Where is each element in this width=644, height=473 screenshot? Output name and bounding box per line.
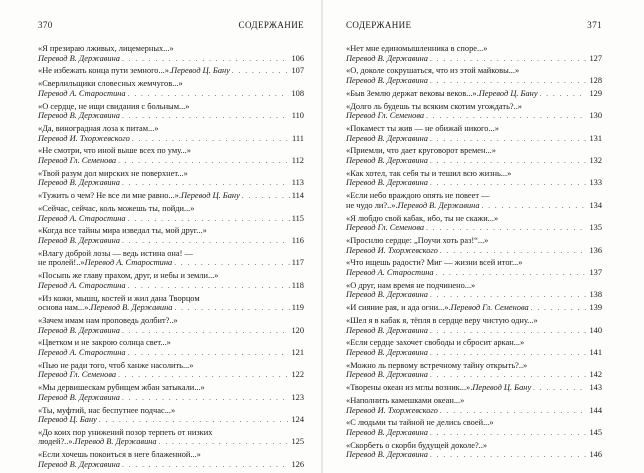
dot-leader — [540, 90, 588, 100]
toc-entry — [38, 191, 304, 202]
entry-title: «Цветком и не закрою солнца свет...» — [38, 338, 171, 348]
dot-leader — [118, 157, 290, 167]
dot-leader — [242, 192, 290, 202]
entry-line — [346, 246, 602, 257]
entry-translator: Перевод В. Державина — [346, 450, 428, 460]
entry-title: «Наполнить камешками океан...» — [346, 396, 465, 405]
entry-translator: Перевод Ц. Бану — [171, 66, 230, 76]
entry-page-number: 120 — [291, 325, 304, 335]
entry-page-number: 140 — [589, 325, 602, 335]
entry-line — [346, 290, 602, 301]
dot-leader — [159, 438, 290, 448]
entry-title: «Пью не ради того, чтоб ханже насолить...» — [38, 360, 194, 370]
entry-page-number: 126 — [291, 459, 304, 469]
entry-page-number: 143 — [589, 383, 602, 393]
entry-page-number: 112 — [291, 155, 304, 165]
entry-translator: Перевод И. Тхоржевского — [346, 405, 438, 415]
entry-page-number: 108 — [291, 88, 304, 98]
entry-translator: Перевод И. Тхоржевского — [38, 133, 130, 143]
entry-line — [38, 370, 304, 381]
entry-title: «Нет мне единомышленника в споре...» — [346, 44, 488, 53]
entry-title: «Посыпь же главу прахом, друг, и небы и земли...» — [38, 271, 219, 281]
entry-title: «Если хочешь покоиться в неге блаженной...» — [38, 450, 201, 460]
toc-entry — [38, 79, 304, 99]
running-header: СОДЕРЖАНИЕ — [238, 20, 304, 30]
entry-title: «Мы дервишескам рубищем жбан затыкали...» — [38, 383, 205, 393]
entry-title: «С людьми ты тайной не делись своей...» — [346, 418, 494, 428]
entry-line — [346, 111, 602, 122]
running-header: СОДЕРЖАНИЕ — [346, 20, 412, 30]
entry-title: «Сейчас, сейчас, коль можешь ты, пойди...» — [38, 204, 195, 214]
entry-page-number: 141 — [589, 347, 602, 357]
toc-entry — [38, 204, 304, 224]
entry-translator: Перевод Гл. Семенова — [450, 303, 529, 313]
entry-line — [346, 303, 602, 314]
dot-leader — [430, 429, 587, 439]
entry-page-number: 107 — [291, 66, 304, 76]
entry-translator: Перевод В. Державина — [397, 200, 480, 210]
entry-line — [38, 89, 304, 100]
toc-entry — [346, 236, 602, 256]
entry-page-number: 132 — [589, 155, 602, 165]
entry-title: «Когда все тайны мира изведал ты, мой друг...» — [38, 226, 207, 236]
entry-page-number: 121 — [291, 347, 304, 357]
entry-translator: Перевод А. Старостина — [38, 213, 126, 223]
toc-entry — [346, 418, 602, 438]
entry-page-number: 127 — [589, 53, 602, 63]
entry-title: «Приемли, что дает круговорот времен...» — [346, 146, 496, 156]
dot-leader — [430, 291, 587, 301]
dot-leader — [122, 237, 290, 247]
entry-translator: Перевод В. Державина — [38, 392, 120, 402]
dot-leader — [122, 461, 289, 471]
toc-entry — [38, 428, 304, 448]
toc-entry — [38, 44, 304, 64]
dot-leader — [128, 90, 290, 100]
entry-page-number: 139 — [589, 303, 602, 313]
dot-leader — [482, 202, 588, 212]
toc-entry — [38, 338, 304, 358]
entry-title: «Если сердце захочет свободы и сбросит аркан...» — [346, 338, 525, 348]
toc-entry — [38, 406, 304, 426]
entry-line — [38, 66, 304, 77]
entry-line — [38, 214, 304, 225]
dot-leader — [122, 327, 289, 337]
entry-line — [38, 393, 304, 404]
entry-page-number: 114 — [291, 191, 304, 201]
entry-title: «Быв Землю держат вековы веков...». — [346, 88, 479, 98]
entry-translator: Перевод В. Державина — [38, 459, 120, 469]
entry-translator: Перевод Гл. Семенова — [346, 111, 425, 121]
entry-page-number: 111 — [292, 133, 304, 143]
dot-leader — [426, 112, 587, 122]
entry-line — [346, 268, 602, 279]
toc-entry — [38, 146, 304, 166]
page-number: 371 — [587, 20, 602, 30]
entry-title: «Не смотри, что иной выше всех по уму...» — [38, 146, 191, 156]
dot-leader — [128, 349, 290, 359]
entry-translator: Перевод В. Державина — [346, 370, 428, 380]
toc-entry — [38, 450, 304, 470]
entry-translator: Перевод Ц. Бану — [38, 415, 97, 425]
entry-translator: Перевод В. Державина — [74, 437, 157, 447]
entry-line — [346, 76, 602, 87]
entry-title: «Из кожи, мышц, костей и жил дана Творцом — [38, 293, 200, 303]
entry-page-number: 125 — [291, 437, 304, 447]
entry-title: «Шел я в кабак я, тёпля в сердце веру чистую одну...» — [346, 315, 538, 325]
entry-page-number: 117 — [291, 258, 304, 268]
entry-page-number: 145 — [589, 427, 602, 437]
entry-line — [38, 437, 304, 448]
entry-title: «Как хотел, так себя ты и тешил всю жизнь...» — [346, 168, 512, 178]
entry-translator: Перевод В. Державина — [38, 178, 120, 188]
entry-line — [346, 134, 602, 145]
entry-title: не чудо ли?..». — [346, 200, 398, 210]
entry-title: основа нам...». — [38, 303, 91, 313]
entry-line — [346, 89, 602, 100]
entry-line — [38, 415, 304, 426]
entry-page-number: 106 — [291, 53, 304, 63]
dot-leader — [531, 304, 588, 314]
entry-title: «Сверлильщики словесных жемчугов...» — [38, 79, 183, 89]
toc-entry — [38, 271, 304, 291]
entry-line — [346, 383, 602, 394]
entry-page-number: 144 — [589, 405, 602, 415]
dot-leader — [122, 179, 290, 189]
dot-leader — [533, 384, 587, 394]
toc-entry — [38, 383, 304, 403]
entry-title: «Можно ль первому встречному тайну открыть?..» — [346, 360, 528, 370]
dot-leader — [430, 349, 587, 359]
entry-title: «Тужить о чем? Не все ли мне равно...». — [38, 191, 181, 201]
entry-translator: Перевод И. Тхоржевского — [346, 245, 438, 255]
entry-translator: Перевод Ц. Бану — [478, 88, 538, 98]
entry-translator: Перевод В. Державина — [346, 53, 428, 63]
left-running-head — [38, 20, 304, 34]
entry-title: «О, доколе сокрушаться, что из этой майковы...» — [346, 66, 520, 76]
dot-leader — [128, 215, 290, 225]
right-page — [322, 0, 644, 473]
entry-translator: Перевод В. Державина — [346, 178, 428, 188]
entry-line — [346, 201, 602, 212]
entry-title: «Творены океан из мглы возник...». — [346, 383, 473, 393]
entry-line — [38, 348, 304, 359]
entry-line — [38, 303, 304, 314]
entry-page-number: 133 — [589, 178, 602, 188]
entry-translator: Перевод Ц. Бану — [180, 191, 240, 201]
entry-line — [38, 178, 304, 189]
toc-entry — [38, 294, 304, 314]
dot-leader — [430, 77, 587, 87]
dot-leader — [430, 135, 587, 145]
toc-entry — [346, 281, 602, 301]
dot-leader — [118, 371, 289, 381]
dot-leader — [122, 394, 289, 404]
entry-page-number: 123 — [291, 392, 304, 402]
entry-line — [346, 450, 602, 461]
toc-entry — [346, 124, 602, 144]
entry-page-number: 134 — [589, 200, 602, 210]
entry-line — [38, 191, 304, 202]
entry-title: «Твой разум дол мирских не поверхнет...» — [38, 168, 188, 178]
entry-title: не пролей!..» — [38, 258, 85, 268]
entry-title: «Долго ль будешь ты всяким скотим угождать?..» — [346, 101, 522, 111]
entry-page-number: 116 — [291, 235, 304, 245]
entry-page-number: 113 — [291, 178, 304, 188]
entry-translator: Перевод В. Державина — [346, 427, 428, 437]
entry-translator: Перевод В. Державина — [38, 235, 120, 245]
entry-title: «И сияние рая, и ада огни...». — [346, 303, 451, 313]
entry-line — [346, 406, 602, 417]
entry-page-number: 115 — [291, 213, 304, 223]
entry-page-number: 131 — [589, 133, 602, 143]
dot-leader — [430, 55, 587, 65]
entry-title: «Я презираю лживых, лицемерных...» — [38, 44, 174, 53]
entry-page-number: 130 — [589, 111, 602, 121]
entry-translator: Перевод А. Старостина — [84, 258, 173, 268]
entry-title: «До коих пор унижений позор терпеть от низких — [38, 427, 213, 437]
toc-entry — [346, 338, 602, 358]
toc-entry — [346, 214, 602, 234]
dot-leader — [430, 451, 587, 461]
entry-title: «Влагу доброй лозы — ведь истина она! — — [38, 248, 193, 258]
toc-entry — [38, 169, 304, 189]
dot-leader — [440, 407, 588, 417]
toc-entry — [38, 102, 304, 122]
toc-entry — [346, 316, 602, 336]
entry-line — [346, 223, 602, 234]
toc-entry — [346, 441, 602, 461]
entry-page-number: 118 — [291, 280, 304, 290]
entry-page-number: 119 — [291, 303, 304, 313]
entry-line — [346, 326, 602, 337]
toc-entry — [346, 102, 602, 122]
dot-leader — [430, 371, 587, 381]
entry-translator: Перевод В. Державина — [38, 53, 120, 63]
entry-line — [38, 134, 304, 145]
entry-translator: Перевод В. Державина — [346, 347, 428, 357]
toc-entry — [38, 66, 304, 77]
dot-leader — [174, 304, 289, 314]
dot-leader — [132, 135, 290, 145]
entry-line — [38, 111, 304, 122]
entry-title: «Зачем имам нам проповедь долбит?..» — [38, 315, 178, 325]
dot-leader — [128, 282, 290, 292]
entry-translator: Перевод Гл. Семенова — [38, 155, 117, 165]
entry-title: людей?..». — [38, 437, 75, 447]
entry-page-number: 129 — [589, 88, 602, 98]
toc-list-left — [38, 44, 304, 470]
entry-title: «Не избежать конца пути земного...». — [38, 66, 172, 76]
toc-entry — [346, 396, 602, 416]
entry-line — [38, 281, 304, 292]
toc-entry — [346, 258, 602, 278]
toc-entry — [346, 169, 602, 189]
dot-leader — [430, 327, 587, 337]
entry-title: «Проснлю сердце: „Поучи хоть раз!“...» — [346, 235, 489, 245]
dot-leader — [122, 112, 290, 122]
entry-line — [38, 326, 304, 337]
entry-page-number: 135 — [589, 223, 602, 233]
entry-translator: Перевод В. Державина — [346, 290, 428, 300]
dot-leader — [99, 416, 290, 426]
entry-translator: Перевод А. Старостина — [38, 88, 126, 98]
entry-line — [346, 178, 602, 189]
entry-translator: Перевод В. Державина — [38, 111, 120, 121]
toc-entry — [346, 146, 602, 166]
toc-entry — [38, 361, 304, 381]
entry-line — [38, 156, 304, 167]
entry-page-number: 146 — [589, 450, 602, 460]
entry-translator: Перевод В. Державина — [346, 325, 428, 335]
dot-leader — [430, 179, 587, 189]
toc-list-right — [346, 44, 602, 461]
toc-entry — [346, 191, 602, 211]
entry-title: «Покамест ты жив — не обижай никого...» — [346, 124, 499, 134]
toc-entry — [346, 44, 602, 64]
entry-title: «Что ищешь радости? Миг — жизни всей итог...» — [346, 258, 523, 268]
entry-translator: Перевод В. Державина — [346, 75, 428, 85]
entry-title: «О сердце, не ищи свидания с больным...» — [38, 101, 190, 111]
entry-line — [38, 258, 304, 269]
entry-title: «Да, виноградная лоза к питам...» — [38, 124, 159, 134]
entry-translator: Перевод Ц. Бану — [472, 383, 532, 393]
entry-translator: Перевод В. Державина — [38, 325, 120, 335]
entry-page-number: 122 — [291, 370, 304, 380]
entry-line — [346, 156, 602, 167]
entry-title: «Ты, муфтий, нас беспутнее подчас...» — [38, 405, 176, 415]
entry-page-number: 142 — [589, 370, 602, 380]
page-number: 370 — [38, 20, 53, 30]
entry-translator: Перевод Гл. Семенова — [38, 370, 117, 380]
entry-translator: Перевод В. Державина — [346, 155, 428, 165]
entry-line — [346, 54, 602, 65]
entry-page-number: 137 — [589, 267, 602, 277]
entry-line — [38, 236, 304, 247]
toc-entry — [38, 226, 304, 246]
entry-translator: Перевод В. Державина — [90, 303, 173, 313]
entry-line — [346, 428, 602, 439]
right-running-head — [346, 20, 602, 34]
entry-page-number: 128 — [589, 75, 602, 85]
toc-entry — [346, 383, 602, 394]
entry-title: «О друг, нам время не подчинено...» — [346, 280, 476, 290]
entry-line — [346, 370, 602, 381]
entry-translator: Перевод А. Старостина — [346, 267, 434, 277]
dot-leader — [426, 224, 587, 234]
dot-leader — [232, 67, 290, 77]
entry-title: «Я любдю свой кабак, ибо, ты не скажи...» — [346, 213, 499, 223]
entry-translator: Перевод А. Старостина — [38, 347, 126, 357]
toc-entry — [346, 361, 602, 381]
toc-entry — [38, 316, 304, 336]
dot-leader — [440, 247, 588, 257]
entry-page-number: 124 — [291, 415, 304, 425]
entry-page-number: 136 — [589, 245, 602, 255]
entry-line — [38, 460, 304, 471]
toc-entry — [346, 303, 602, 314]
entry-title: «Скорбеть о скорби будущей доколе?..» — [346, 440, 488, 450]
toc-entry — [38, 124, 304, 144]
entry-translator: Перевод Гл. Семенова — [346, 223, 425, 233]
toc-entry — [38, 249, 304, 269]
entry-translator: Перевод А. Старостина — [38, 280, 126, 290]
entry-translator: Перевод В. Державина — [346, 133, 428, 143]
toc-entry — [346, 89, 602, 100]
entry-page-number: 138 — [589, 290, 602, 300]
dot-leader — [122, 55, 289, 65]
dot-leader — [174, 259, 290, 269]
dot-leader — [430, 157, 587, 167]
entry-page-number: 110 — [291, 111, 304, 121]
entry-line — [346, 348, 602, 359]
dot-leader — [436, 269, 588, 279]
toc-entry — [346, 66, 602, 86]
entry-title: «Если небо враждою опять не повеет — — [346, 191, 490, 201]
entry-line — [38, 54, 304, 65]
